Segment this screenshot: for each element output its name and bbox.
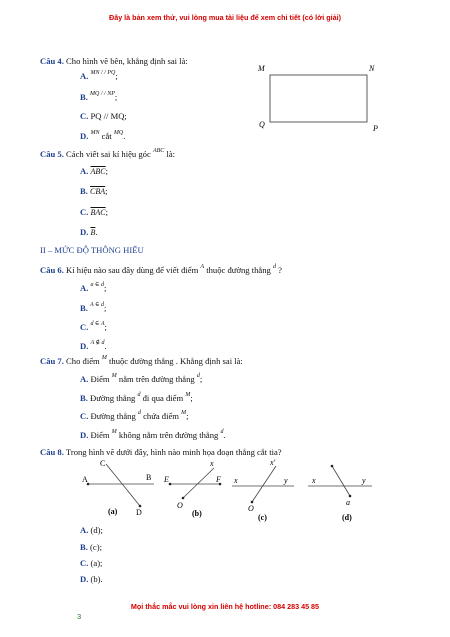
q8-option-a: A. (d); xyxy=(80,525,103,535)
svg-text:A: A xyxy=(82,475,88,484)
section-title: II – MỨC ĐỘ THÔNG HIỂU xyxy=(40,245,144,255)
q5-stem: Câu 5. Cách viết sai kí hiệu góc $^{ABC}$ là: xyxy=(40,148,176,159)
svg-text:x: x xyxy=(234,476,238,485)
svg-text:y: y xyxy=(284,476,288,485)
q6-option-d: D. $^{A \notin d}$. xyxy=(80,340,107,351)
label-q: Q xyxy=(259,120,265,129)
label-n: N xyxy=(369,64,375,73)
q8-option-b: B. (c); xyxy=(80,542,102,552)
label-p: P xyxy=(373,124,378,133)
svg-text:E: E xyxy=(164,475,169,484)
svg-text:B: B xyxy=(146,473,152,482)
svg-text:y: y xyxy=(362,476,366,485)
svg-text:(c): (c) xyxy=(258,513,267,522)
q6-option-c: C. $^{d \in A}$; xyxy=(80,321,107,332)
q4-option-c: C. PQ // MQ; xyxy=(80,111,127,121)
q4-stem xyxy=(40,56,188,66)
svg-text:F: F xyxy=(216,475,221,484)
svg-text:x': x' xyxy=(270,458,276,467)
q4-rectangle-figure xyxy=(255,60,385,135)
q7-option-c: C. Đường thẳng $^d$ chứa điểm $^M$; xyxy=(80,410,189,421)
figure-d xyxy=(308,465,372,522)
q8-stem: Câu 8. Trong hình vẽ dưới đây, hình nào minh họa đoạn thẳng cắt tia? xyxy=(40,447,282,457)
q7-option-a: A. Điểm $^M$ nằm trên đường thẳng $^d$; xyxy=(80,373,203,384)
q5-option-a: A. $\overline{ABC}$; xyxy=(80,166,109,176)
svg-text:x: x xyxy=(312,476,316,485)
bottom-banner: Mọi thắc mắc vui lòng xin liên hệ hotline: 084 283 45 85 xyxy=(130,602,320,611)
rectangle-mnpq xyxy=(270,75,367,122)
q4-option-b: B. $^{MQ / / NP}$; xyxy=(80,91,118,102)
svg-text:a: a xyxy=(346,498,350,507)
figure-b xyxy=(163,459,221,518)
svg-text:C: C xyxy=(100,459,106,468)
q8-option-d: D. (b). xyxy=(80,574,103,584)
label-m: M xyxy=(258,64,265,73)
q8-figures xyxy=(80,458,380,524)
svg-text:(d): (d) xyxy=(342,513,352,522)
svg-text:O: O xyxy=(177,501,183,510)
q7-stem: Câu 7. Cho điểm $^M$ thuộc đường thẳng . Khẳng định sai là: xyxy=(40,355,243,366)
svg-text:(a): (a) xyxy=(108,507,118,516)
top-banner: Đây là bản xem thử, vui lòng mua tài liệu để xem chi tiết (có lời giải) xyxy=(109,13,341,22)
q6-option-a: A. $^{a \in d}$; xyxy=(80,282,107,293)
svg-text:x: x xyxy=(210,459,214,468)
svg-text:O: O xyxy=(248,504,254,513)
q5-option-c: C. $\overline{BAC}$; xyxy=(80,207,109,217)
q5-option-d: D. $\overline{B}$. xyxy=(80,227,98,237)
q4-option-a: A. $^{MN / / PQ}$; xyxy=(80,70,118,81)
q7-option-b: B. Đường thẳng $^d$ đi qua điểm $^M$; xyxy=(80,392,193,403)
figure-c xyxy=(232,458,294,522)
q5-option-b: B. $\overline{CBA}$; xyxy=(80,186,108,196)
q4-label: Câu 4. xyxy=(40,56,64,66)
q4-option-d: D. $^{MN}$ cắt $^{MQ}$. xyxy=(80,130,126,141)
q8-option-c: C. (a); xyxy=(80,558,103,568)
svg-text:(b): (b) xyxy=(192,509,202,518)
page-number: 3 xyxy=(77,612,82,621)
q7-option-d: D. Điểm $^M$ không nằm trên đường thẳng $^d$. xyxy=(80,429,226,440)
svg-text:D: D xyxy=(136,508,142,517)
q6-option-b: B. $^{A \in d}$; xyxy=(80,302,107,313)
q4-text: Cho hình vẽ bên, khẳng định sai là: xyxy=(66,56,188,66)
figure-a xyxy=(82,459,154,517)
q6-stem: Câu 6. Kí hiệu nào sau đây dùng để viết điểm $^A$ thuộc đường thẳng $^d$ ? xyxy=(40,264,282,275)
